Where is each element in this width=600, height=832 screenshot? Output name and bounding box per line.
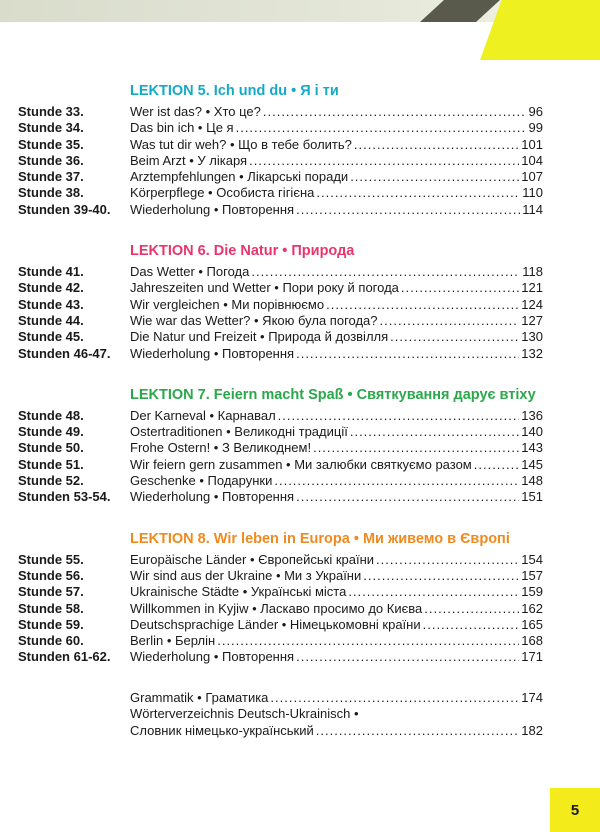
lektion-6-section — [18, 242, 543, 362]
stunde-label: Stunde 36. — [18, 152, 84, 168]
page-number: 110 — [522, 185, 543, 201]
entry-title: Deutschsprachige Länder • Німецькомовні країни — [130, 616, 421, 632]
page-number: 130 — [521, 329, 543, 345]
toc-row[interactable] — [18, 264, 543, 280]
toc-row[interactable] — [18, 153, 543, 169]
entry-title: Wiederholung • Повторення — [130, 489, 295, 505]
appendix-row-woerterverzeichnis[interactable] — [130, 706, 543, 723]
lektion-heading: LEKTION 5. Ich und du • Я і ти — [130, 83, 339, 99]
stunde-label: Stunde 37. — [18, 169, 84, 185]
lektion-heading: LEKTION 7. Feiern macht Spaß • Святкування дарує втіху — [130, 386, 536, 403]
stunde-label: Stunden 53-54. — [18, 489, 111, 505]
table-of-contents — [18, 82, 543, 739]
entry-title: Wiederholung • Повторення — [130, 201, 295, 217]
page-number: 174 — [521, 689, 543, 705]
stunde-label: Stunde 51. — [18, 456, 84, 472]
stunde-label: Stunden 46-47. — [18, 345, 111, 361]
toc-row[interactable] — [18, 601, 543, 617]
entry-title: Frohe Ostern! • З Великоднем! — [130, 440, 312, 456]
stunde-label: Stunde 44. — [18, 312, 84, 328]
page-number: 143 — [521, 440, 543, 456]
entry-title: Arztempfehlungen • Лікарські поради — [130, 169, 349, 185]
page-number: 99 — [528, 120, 543, 136]
toc-row[interactable] — [18, 169, 543, 185]
entry-title: Wir feiern gern zusammen • Ми залюбки святкуємо разом — [130, 456, 472, 472]
page-number: 182 — [521, 722, 543, 738]
toc-row[interactable] — [18, 280, 543, 296]
page-number: 168 — [521, 633, 543, 649]
lektion-7-section — [18, 386, 543, 506]
lektion-5-section — [18, 82, 543, 218]
entry-title: Словник німецько-український — [130, 722, 314, 738]
entry-title: Jahreszeiten und Wetter • Пори року й погода — [130, 280, 399, 296]
toc-row[interactable] — [18, 120, 543, 136]
entry-title: Die Natur und Freizeit • Природа й дозвілля — [130, 329, 389, 345]
toc-row[interactable] — [18, 649, 543, 665]
page-number: 101 — [521, 136, 543, 152]
entry-title: Grammatik • Граматика — [130, 689, 269, 705]
page-number: 140 — [521, 424, 543, 440]
entry-title: Was tut dir weh? • Що в тебе болить? — [130, 136, 352, 152]
page-number: 145 — [521, 456, 543, 472]
stunde-label: Stunden 39-40. — [18, 201, 111, 217]
page-number: 107 — [521, 169, 543, 185]
page-number: 96 — [528, 104, 543, 119]
stunde-label: Stunde 48. — [18, 407, 84, 423]
page-number: 159 — [521, 584, 543, 600]
entry-title: Geschenke • Подарунки — [130, 473, 273, 489]
lektion-heading: LEKTION 8. Wir leben in Europa • Ми живемо в Європі — [130, 530, 510, 547]
appendix-row-slovnyk[interactable] — [130, 723, 543, 740]
entry-title: Berlin • Берлін — [130, 633, 216, 649]
toc-row[interactable] — [18, 202, 543, 218]
page-number: 171 — [521, 649, 543, 665]
page-number-label: 5 — [570, 801, 580, 819]
page-number: 151 — [521, 489, 543, 505]
stunde-label: Stunde 49. — [18, 424, 84, 440]
toc-row[interactable] — [18, 473, 543, 489]
entry-title: Beim Arzt • У лікаря — [130, 152, 248, 168]
page-number: 124 — [521, 296, 543, 312]
appendix-section — [130, 690, 543, 740]
entry-title: Ukrainische Städte • Українські міста — [130, 584, 347, 600]
toc-row[interactable] — [18, 137, 543, 153]
stunde-label: Stunde 56. — [18, 567, 84, 583]
stunde-label: Stunde 41. — [18, 264, 84, 280]
page-number: 118 — [522, 264, 543, 280]
stunde-label: Stunde 45. — [18, 329, 84, 345]
entry-title: Ostertraditionen • Великодні традиції — [130, 424, 348, 440]
entry-title: Wer ist das? • Хто це? — [130, 104, 261, 119]
page-number: 165 — [521, 616, 543, 632]
stunde-label: Stunde 57. — [18, 584, 84, 600]
page-number: 157 — [521, 567, 543, 583]
entry-title: Europäische Länder • Європейські країни — [130, 551, 375, 567]
lektion-heading: LEKTION 6. Die Natur • Природа — [130, 243, 355, 260]
toc-row[interactable] — [18, 617, 543, 633]
toc-row[interactable] — [18, 489, 543, 505]
entry-title: Wiederholung • Повторення — [130, 345, 295, 361]
entry-title: Wiederholung • Повторення — [130, 649, 295, 665]
toc-row[interactable] — [18, 552, 543, 568]
stunde-label: Stunde 55. — [18, 551, 84, 567]
toc-row[interactable] — [18, 633, 543, 649]
entry-title: Körperpflege • Особиста гігієна — [130, 185, 315, 201]
stunde-label: Stunde 58. — [18, 600, 84, 616]
entry-title: Willkommen in Kyjiw • Ласкаво просимо до Києва — [130, 600, 423, 616]
stunde-label: Stunde 42. — [18, 280, 84, 296]
entry-title: Wörterverzeichnis Deutsch-Ukrainisch • — [130, 706, 359, 722]
toc-row[interactable] — [18, 440, 543, 456]
stunde-label: Stunde 60. — [18, 633, 84, 649]
toc-row[interactable] — [18, 408, 543, 424]
entry-title: Wir sind aus der Ukraine • Ми з України — [130, 567, 362, 583]
toc-row[interactable] — [18, 297, 543, 313]
toc-row[interactable] — [18, 346, 543, 362]
page-number: 148 — [521, 473, 543, 489]
page-number: 136 — [521, 407, 543, 423]
stunde-label: Stunde 38. — [18, 185, 84, 201]
page-number: 154 — [521, 551, 543, 567]
stunde-label: Stunde 34. — [18, 120, 84, 136]
page-number: 162 — [521, 600, 543, 616]
toc-row[interactable] — [18, 104, 543, 120]
stunde-label: Stunde 52. — [18, 473, 84, 489]
page-number: 132 — [521, 345, 543, 361]
page-number: 121 — [521, 280, 543, 296]
toc-row[interactable] — [18, 313, 543, 329]
toc-row[interactable] — [18, 329, 543, 345]
toc-row[interactable] — [18, 584, 543, 600]
toc-row[interactable] — [18, 568, 543, 584]
toc-row[interactable] — [18, 457, 543, 473]
page-number-badge — [550, 788, 600, 832]
stunde-label: Stunde 35. — [18, 136, 84, 152]
page-number: 127 — [521, 312, 543, 328]
toc-row[interactable] — [18, 424, 543, 440]
lektion-8-section — [18, 530, 543, 666]
entry-title: Der Karneval • Карнавал — [130, 407, 276, 423]
entry-title: Wir vergleichen • Ми порівнюємо — [130, 296, 325, 312]
page-number: 104 — [521, 152, 543, 168]
stunde-label: Stunde 33. — [18, 104, 84, 119]
stunde-label: Stunde 50. — [18, 440, 84, 456]
stunde-label: Stunde 59. — [18, 616, 84, 632]
entry-title: Das bin ich • Це я — [130, 120, 234, 136]
stunde-label: Stunde 43. — [18, 296, 84, 312]
entry-title: Das Wetter • Погода — [130, 264, 250, 280]
appendix-row-grammatik[interactable] — [130, 690, 543, 707]
entry-title: Wie war das Wetter? • Якою була погода? — [130, 312, 378, 328]
stunde-label: Stunden 61-62. — [18, 649, 111, 665]
page-number: 114 — [522, 201, 543, 217]
toc-row[interactable] — [18, 185, 543, 201]
